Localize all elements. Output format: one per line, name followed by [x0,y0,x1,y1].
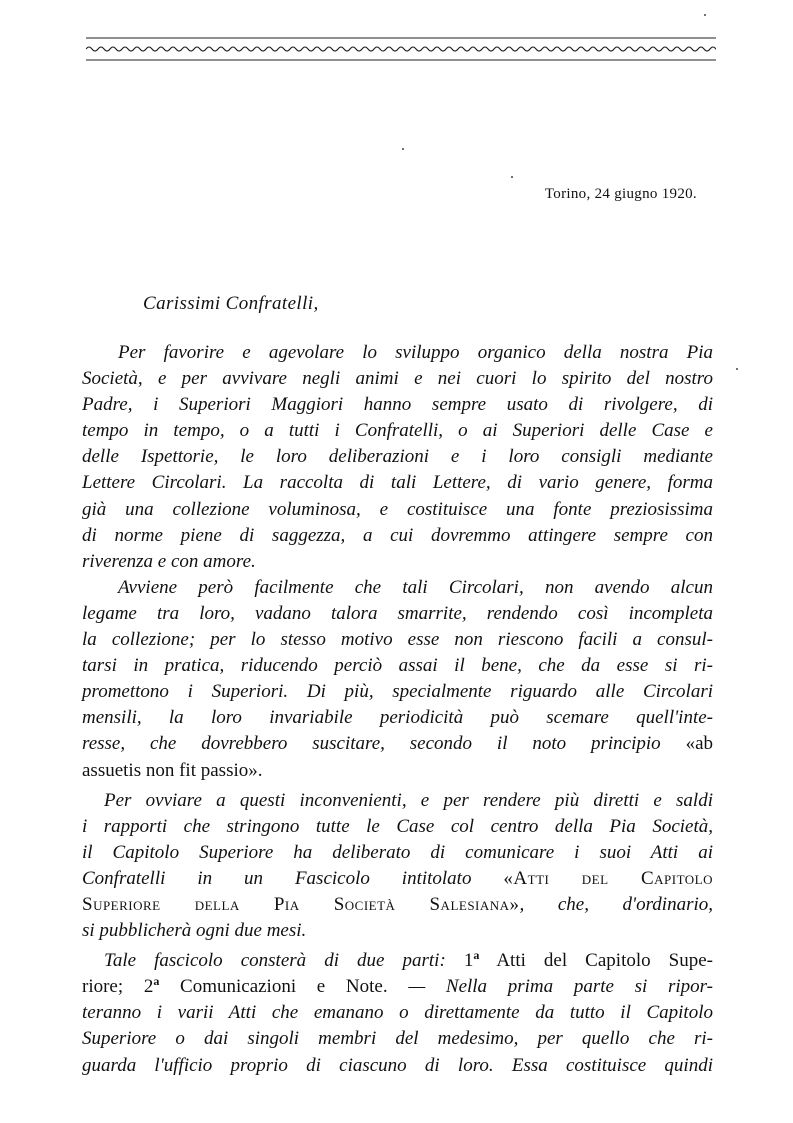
publication-title: «Atti del Capitolo [503,867,714,889]
body-line [82,948,713,974]
wavy-rule-ornament [86,36,716,72]
letter-date: Torino, 24 giugno 1920. [544,186,697,202]
body-line: la collezione; per lo stesso motivo esse non riescono facili a consul- [82,629,713,651]
body-line: riverenza e con amore. [82,550,256,572]
body-line [82,866,713,892]
body-line: si pubblicherà ogni due mesi. [82,920,307,942]
body-line [82,974,713,1000]
body-line: delle Ispettorie, le loro deliberazioni e i loro consigli mediante [82,446,713,468]
body-line: il Capitolo Superiore ha deliberato di comunicare i suoi Atti ai [82,841,713,863]
letter-body [82,340,713,1079]
body-line [82,731,713,757]
body-line: guarda l'ufficio proprio di ciascuno di loro. Essa costituisce quindi [82,1054,713,1076]
print-speck [704,14,706,16]
body-line: assuetis non fit passio». [82,759,263,781]
body-line: Padre, i Superiori Maggiori hanno sempre usato di rivolgere, di [82,394,713,416]
superscript-a: a [473,948,480,963]
part-one-title: Atti del Capitolo Supe- [496,950,713,972]
letter-salutation: Carissimi Confratelli, [143,293,319,314]
body-line: Lettere Circolari. La raccolta di tali Lettere, di vario genere, forma [82,472,713,494]
body-line: promettono i Superiori. Di più, specialmente riguardo alle Circolari [82,681,713,703]
body-line: mensili, la loro invariabile periodicità può scemare quell'inte- [82,707,713,729]
body-line: Avviene però facilmente che tali Circolari, non avendo alcun [118,576,713,598]
print-speck [736,368,738,370]
header-ornamental-rule [86,36,716,72]
body-line [82,892,713,918]
body-line: legame tra loro, vadano talora smarrite, rendendo così incompleta [82,602,713,624]
body-segment: Tale fascicolo consterà di due parti: [104,950,446,972]
body-segment: resse, che dovrebbero suscitare, secondo il noto principio [82,733,661,755]
latin-quote: «ab [685,733,713,755]
body-line: Per ovviare a questi inconvenienti, e per rendere più diretti e saldi [104,789,713,811]
body-line: Superiore o dai singoli membri del medesimo, per quello che ri- [82,1028,713,1050]
body-line: Società, e per avvivare negli animi e nei cuori lo spirito del nostro [82,368,713,390]
body-line: tempo in tempo, o a tutti i Confratelli, o ai Superiori delle Case e [82,420,713,442]
body-line: teranno i varii Atti che emanano o direttamente da tutto il Capitolo [82,1002,713,1024]
superscript-a: a [153,974,160,989]
part-one-number: 1 [463,950,474,972]
body-segment: Confratelli in un Fascicolo intitolato [82,867,472,889]
body-line: Per favorire e agevolare lo sviluppo organico della nostra Pia [118,342,713,363]
part-two-title: Comunicazioni e Note. [180,976,388,998]
part-two-number: 2 [143,976,154,998]
print-speck [402,148,404,150]
body-line: i rapporti che stringono tutte le Case col centro della Pia Società, [82,815,713,837]
body-segment: , che, d'ordinario, [519,893,713,915]
print-speck [511,176,513,178]
body-line: di norme piene di saggezza, a cui dovremmo attingere sempre con [82,524,713,546]
part-one-title-cont: riore; [82,976,124,998]
body-line: tarsi in pratica, riducendo perciò assai il bene, che da esse si ri- [82,655,713,677]
publication-title-cont: Superiore della Pia Società Salesiana» [82,893,520,915]
body-line: già una collezione voluminosa, e costituisce una fonte preziosissima [82,498,713,520]
body-segment: — Nella prima parte si ripor- [408,976,713,998]
